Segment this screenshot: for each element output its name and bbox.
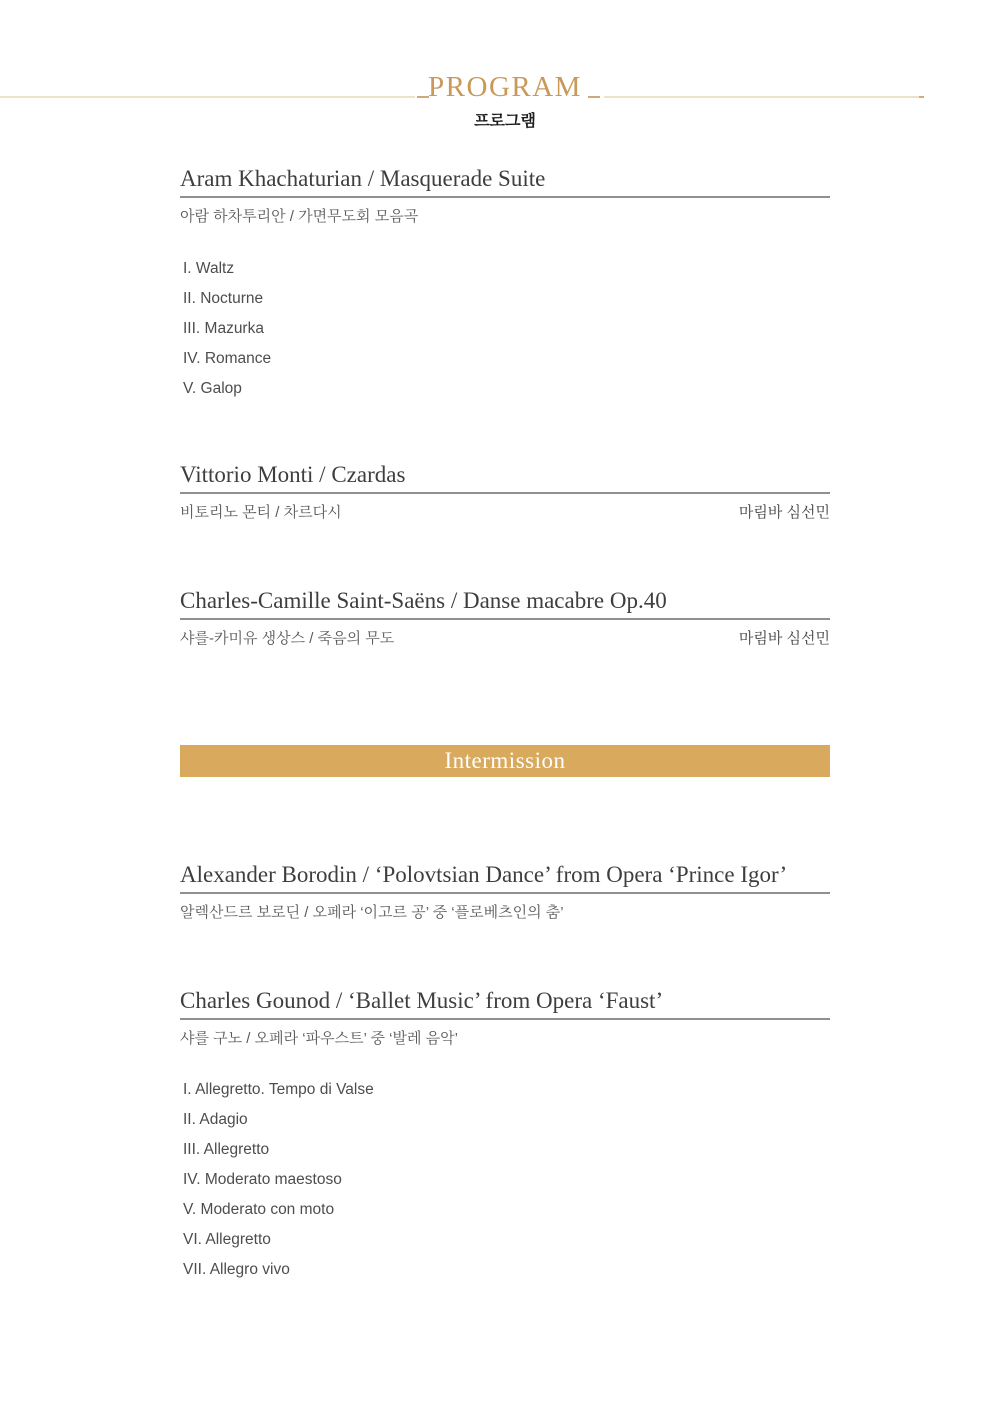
movement-item: VI. Allegretto: [183, 1231, 271, 1248]
movement-item: V. Moderato con moto: [183, 1201, 335, 1218]
header-dash-right: [588, 96, 600, 98]
piece-subtitle-korean: 샤를 구노 / 오페라 ‘파우스트’ 중 ‘발레 음악’: [180, 1030, 458, 1047]
piece-subtitle-korean: 알렉산드르 보로딘 / 오페라 ‘이고르 공’ 중 ‘플로베츠인의 춤’: [180, 904, 564, 921]
movement-item: I. Waltz: [183, 260, 235, 277]
piece-subtitle-korean: 아람 하차투리안 / 가면무도회 모음곡: [180, 208, 419, 225]
performer: 마림바 심선민: [738, 630, 830, 647]
piece-title: Alexander Borodin / ‘Polovtsian Dance’ from Opera ‘Prince Igor’: [180, 862, 830, 894]
piece-title: Charles-Camille Saint-Saëns / Danse macabre Op.40: [180, 588, 830, 620]
piece-section-gounod: [180, 988, 830, 1048]
header-rule-end-cap: [919, 96, 924, 98]
movement-list-khachaturian: [180, 254, 830, 404]
page-subtitle-korean: 프로그램: [474, 113, 536, 130]
piece-section-monti: [180, 462, 830, 522]
piece-title: Charles Gounod / ‘Ballet Music’ from Opera ‘Faust’: [180, 988, 830, 1020]
performer: 마림바 심선민: [738, 504, 830, 521]
piece-subtitle-korean: 비토리노 몬티 / 차르다시: [180, 504, 342, 521]
header-rule-right: [604, 96, 919, 98]
movement-item: V. Galop: [183, 380, 242, 397]
movement-item: IV. Romance: [183, 350, 272, 367]
movement-item: I. Allegretto. Tempo di Valse: [183, 1081, 374, 1098]
intermission-label: Intermission: [444, 748, 566, 773]
movement-item: III. Allegretto: [183, 1141, 270, 1158]
movement-item: VII. Allegro vivo: [183, 1261, 290, 1278]
movement-item: II. Adagio: [183, 1111, 248, 1128]
piece-section-saint-saens: [180, 588, 830, 648]
piece-section-khachaturian: [180, 166, 830, 226]
movement-item: II. Nocturne: [183, 290, 264, 307]
piece-section-borodin: [180, 862, 830, 922]
piece-title: Vittorio Monti / Czardas: [180, 462, 830, 494]
movement-list-gounod: [180, 1075, 830, 1285]
intermission-banner: [180, 745, 830, 777]
page-title: PROGRAM: [428, 71, 582, 103]
piece-title: Aram Khachaturian / Masquerade Suite: [180, 166, 830, 198]
movement-item: IV. Moderato maestoso: [183, 1171, 342, 1188]
piece-subtitle-korean: 샤를-카미유 생상스 / 죽음의 무도: [180, 630, 395, 647]
movement-item: III. Mazurka: [183, 320, 264, 337]
